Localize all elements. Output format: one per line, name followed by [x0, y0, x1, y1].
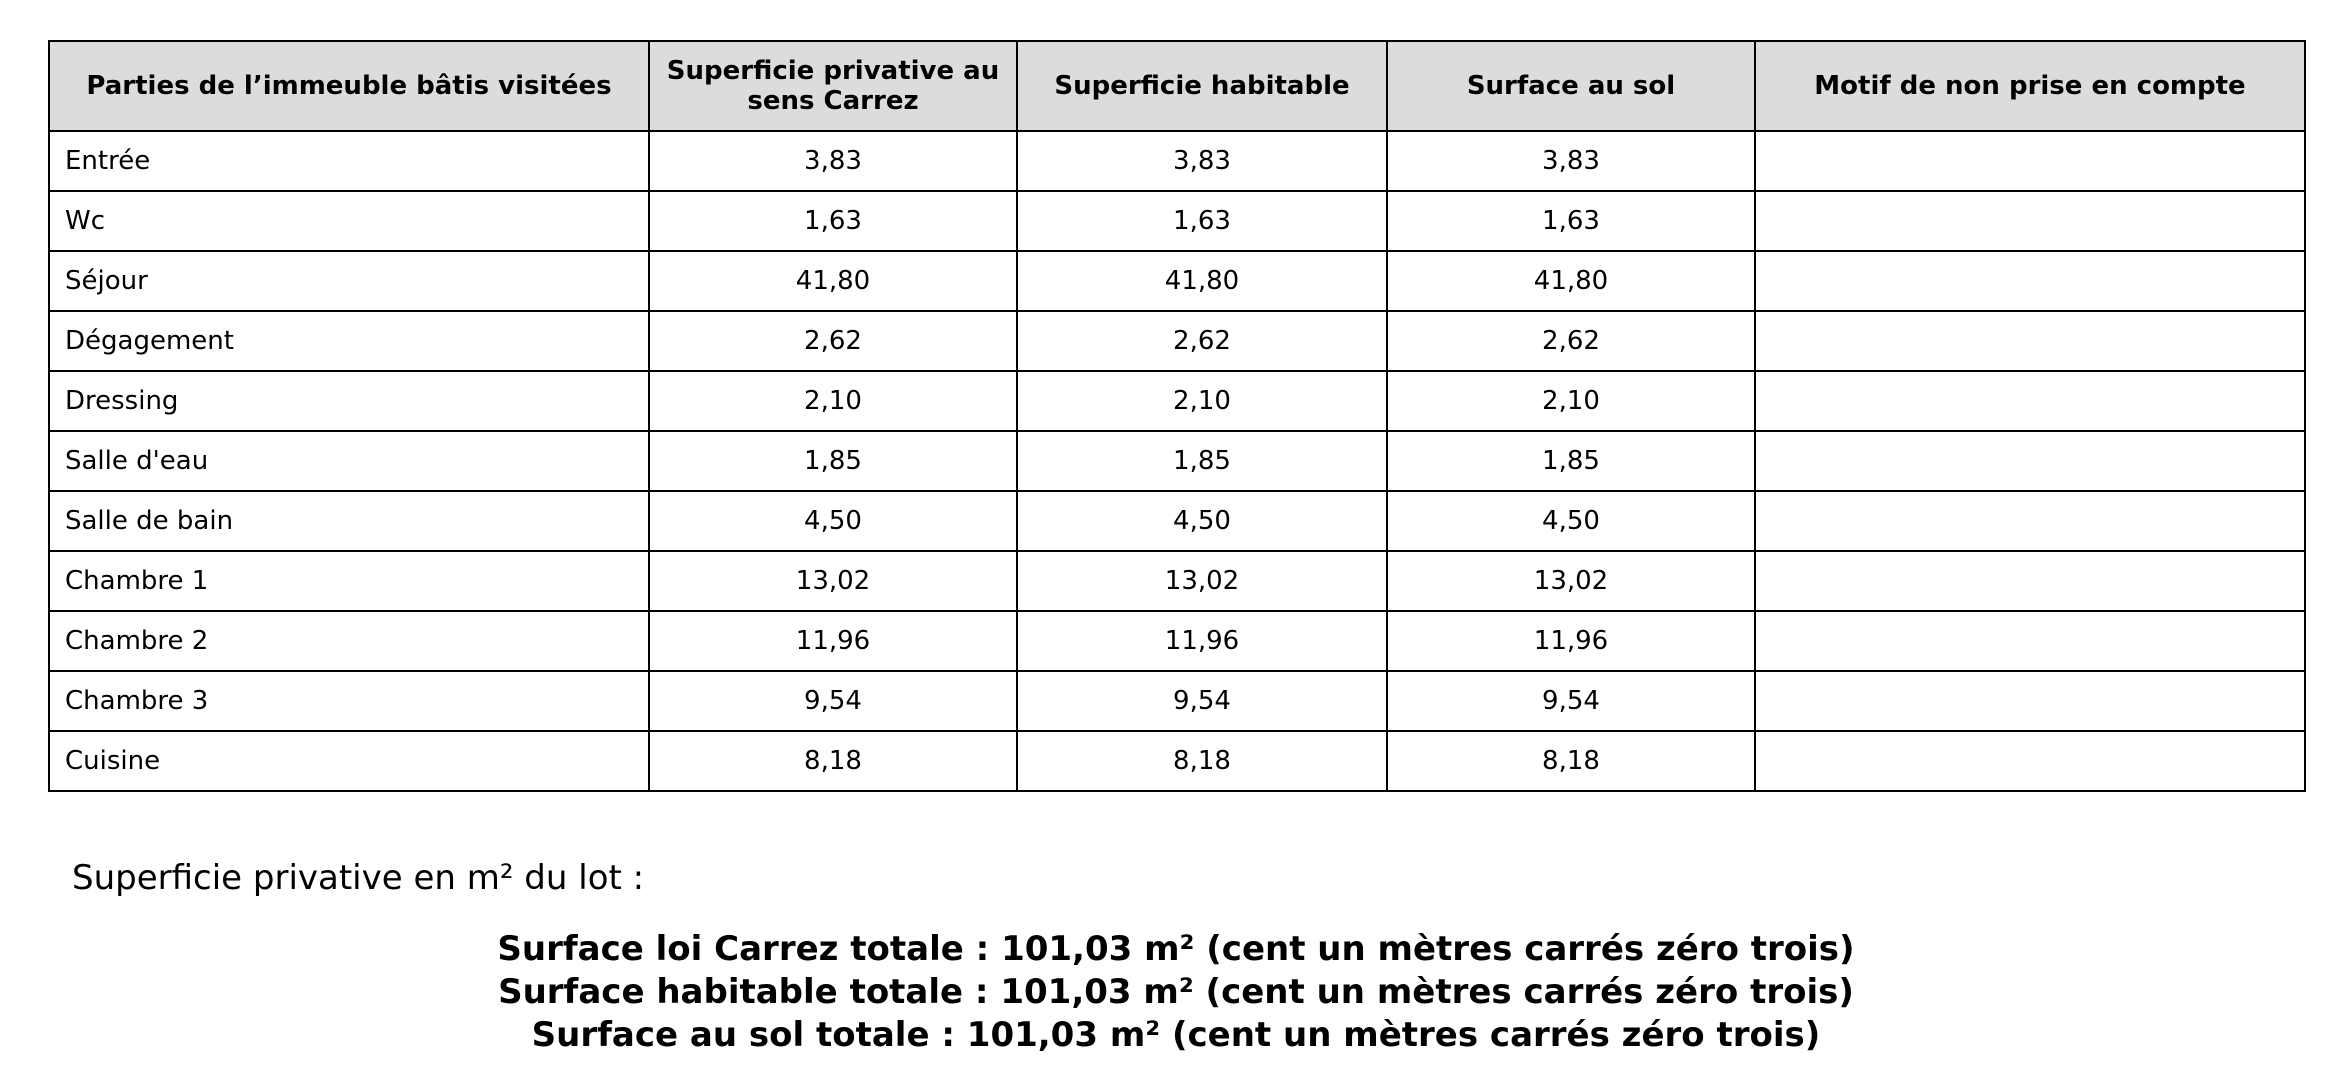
cell-carrez: 8,18	[649, 731, 1017, 791]
cell-habitable: 3,83	[1017, 131, 1387, 191]
cell-floor-surface: 1,63	[1387, 191, 1755, 251]
cell-carrez: 41,80	[649, 251, 1017, 311]
cell-exclusion-reason	[1755, 191, 2305, 251]
cell-room: Séjour	[49, 251, 649, 311]
total-carrez: Surface loi Carrez totale : 101,03 m² (cent un mètres carrés zéro trois)	[497, 929, 1855, 969]
cell-room: Cuisine	[49, 731, 649, 791]
cell-exclusion-reason	[1755, 491, 2305, 551]
cell-exclusion-reason	[1755, 251, 2305, 311]
table-row	[49, 431, 2305, 491]
header-carrez: Superficie privative au sens Carrez	[649, 41, 1017, 131]
header-exclusion-reason: Motif de non prise en compte	[1755, 41, 2305, 131]
cell-carrez: 4,50	[649, 491, 1017, 551]
header-room: Parties de l’immeuble bâtis visitées	[49, 41, 649, 131]
table-row	[49, 251, 2305, 311]
cell-floor-surface: 11,96	[1387, 611, 1755, 671]
cell-habitable: 8,18	[1017, 731, 1387, 791]
cell-habitable: 11,96	[1017, 611, 1387, 671]
table-row	[49, 191, 2305, 251]
cell-room: Dégagement	[49, 311, 649, 371]
cell-floor-surface: 2,10	[1387, 371, 1755, 431]
total-habitable: Surface habitable totale : 101,03 m² (cent un mètres carrés zéro trois)	[498, 972, 1854, 1012]
cell-carrez: 2,62	[649, 311, 1017, 371]
total-floor-surface: Surface au sol totale : 101,03 m² (cent un mètres carrés zéro trois)	[531, 1015, 1821, 1055]
cell-habitable: 2,62	[1017, 311, 1387, 371]
table-header-row	[49, 41, 2305, 131]
totals-block	[0, 928, 2352, 1057]
cell-floor-surface: 9,54	[1387, 671, 1755, 731]
cell-floor-surface: 1,85	[1387, 431, 1755, 491]
cell-floor-surface: 8,18	[1387, 731, 1755, 791]
cell-habitable: 4,50	[1017, 491, 1387, 551]
cell-room: Salle de bain	[49, 491, 649, 551]
cell-floor-surface: 3,83	[1387, 131, 1755, 191]
cell-exclusion-reason	[1755, 131, 2305, 191]
cell-room: Salle d'eau	[49, 431, 649, 491]
cell-carrez: 2,10	[649, 371, 1017, 431]
header-habitable: Superficie habitable	[1017, 41, 1387, 131]
cell-exclusion-reason	[1755, 731, 2305, 791]
table-row	[49, 731, 2305, 791]
cell-habitable: 1,85	[1017, 431, 1387, 491]
cell-floor-surface: 2,62	[1387, 311, 1755, 371]
cell-exclusion-reason	[1755, 551, 2305, 611]
cell-habitable: 2,10	[1017, 371, 1387, 431]
table-row	[49, 311, 2305, 371]
table-row	[49, 551, 2305, 611]
table-row	[49, 491, 2305, 551]
cell-carrez: 13,02	[649, 551, 1017, 611]
cell-floor-surface: 4,50	[1387, 491, 1755, 551]
cell-exclusion-reason	[1755, 431, 2305, 491]
cell-exclusion-reason	[1755, 371, 2305, 431]
cell-habitable: 13,02	[1017, 551, 1387, 611]
table-row	[49, 611, 2305, 671]
cell-exclusion-reason	[1755, 611, 2305, 671]
cell-room: Wc	[49, 191, 649, 251]
cell-room: Chambre 3	[49, 671, 649, 731]
cell-carrez: 1,63	[649, 191, 1017, 251]
surface-table	[48, 40, 2306, 792]
cell-carrez: 11,96	[649, 611, 1017, 671]
cell-room: Chambre 1	[49, 551, 649, 611]
cell-habitable: 41,80	[1017, 251, 1387, 311]
table-row	[49, 371, 2305, 431]
summary-label: Superficie privative en m² du lot :	[72, 858, 645, 898]
cell-floor-surface: 41,80	[1387, 251, 1755, 311]
table-row	[49, 671, 2305, 731]
cell-habitable: 1,63	[1017, 191, 1387, 251]
cell-carrez: 9,54	[649, 671, 1017, 731]
cell-room: Entrée	[49, 131, 649, 191]
cell-carrez: 1,85	[649, 431, 1017, 491]
cell-carrez: 3,83	[649, 131, 1017, 191]
header-floor-surface: Surface au sol	[1387, 41, 1755, 131]
cell-room: Dressing	[49, 371, 649, 431]
cell-habitable: 9,54	[1017, 671, 1387, 731]
cell-exclusion-reason	[1755, 311, 2305, 371]
cell-room: Chambre 2	[49, 611, 649, 671]
cell-exclusion-reason	[1755, 671, 2305, 731]
table-row	[49, 131, 2305, 191]
cell-floor-surface: 13,02	[1387, 551, 1755, 611]
